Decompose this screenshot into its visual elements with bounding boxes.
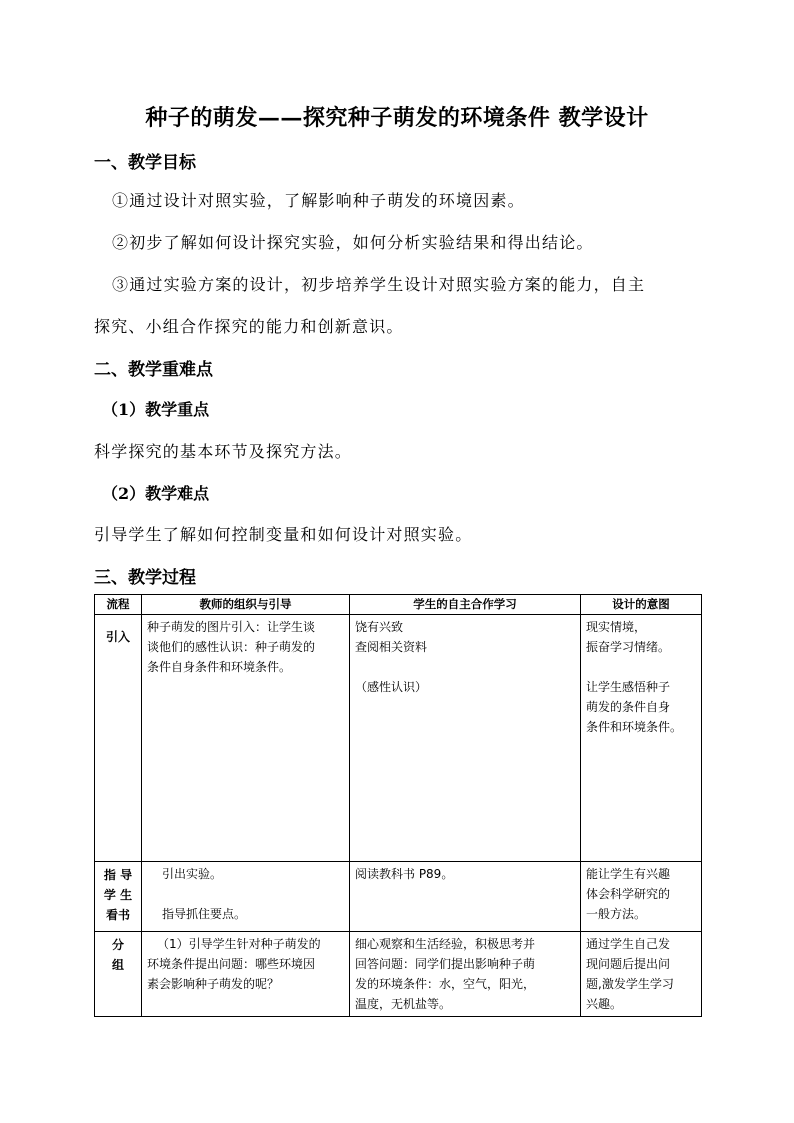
student-line: 细心观察和生活经验，积极思考并 bbox=[355, 937, 536, 951]
intent-line: 体会科学研究的 bbox=[586, 887, 671, 901]
teacher-line: 谈他们的感性认识：种子萌发的 bbox=[147, 640, 316, 654]
section-heading-process: 三、教学过程 bbox=[94, 568, 196, 588]
student-line: 查阅相关资料 bbox=[355, 640, 428, 654]
header-flow: 流程 bbox=[95, 595, 142, 615]
intent-line: 一般方法。 bbox=[586, 907, 647, 921]
section-heading-key-points: 二、教学重难点 bbox=[94, 360, 213, 380]
intent-line: 兴趣。 bbox=[586, 997, 623, 1011]
student-line: 饶有兴致 bbox=[355, 620, 404, 634]
flow-cell bbox=[95, 932, 142, 1017]
flow-label: 引入 bbox=[105, 630, 130, 644]
student-cell bbox=[350, 932, 581, 1017]
flow-cell bbox=[95, 615, 142, 862]
table-row bbox=[95, 862, 702, 932]
flow-label: 看书 bbox=[105, 908, 130, 922]
intent-line: 条件和环境条件。 bbox=[586, 720, 683, 734]
intent-line: 能让学生有兴趣 bbox=[586, 867, 671, 881]
difficulty-text: 引导学生了解如何控制变量和如何设计对照实验。 bbox=[94, 525, 473, 544]
objective-3: ③通过实验方案的设计，初步培养学生设计对照实验方案的能力，自主 bbox=[112, 275, 646, 294]
intent-cell bbox=[581, 615, 702, 862]
intent-cell bbox=[581, 932, 702, 1017]
header-intent: 设计的意图 bbox=[581, 595, 702, 615]
subheading-difficulty: （2）教学难点 bbox=[102, 484, 210, 503]
table-header-row bbox=[95, 595, 702, 615]
flow-cell bbox=[95, 862, 142, 932]
teacher-cell bbox=[142, 862, 350, 932]
key-point-text: 科学探究的基本环节及探究方法。 bbox=[94, 442, 353, 461]
subheading-key-point: （1）教学重点 bbox=[102, 400, 210, 419]
intent-line: 让学生感悟种子 bbox=[586, 680, 671, 694]
student-cell bbox=[350, 615, 581, 862]
teacher-line: （1）引导学生针对种子萌发的 bbox=[157, 937, 321, 951]
header-teacher: 教师的组织与引导 bbox=[142, 595, 350, 615]
flow-label: 学 生 bbox=[103, 888, 133, 902]
objective-1: ①通过设计对照实验，了解影响种子萌发的环境因素。 bbox=[112, 191, 525, 210]
flow-label: 组 bbox=[111, 958, 124, 972]
teacher-line: 引出实验。 bbox=[162, 867, 223, 881]
objective-2: ②初步了解如何设计探究实验，如何分析实验结果和得出结论。 bbox=[112, 233, 594, 252]
intent-line: 通过学生自己发 bbox=[586, 937, 671, 951]
teacher-line: 种子萌发的图片引入：让学生谈 bbox=[147, 620, 316, 634]
student-line: 回答问题：同学们提出影响种子萌 bbox=[355, 957, 536, 971]
student-cell bbox=[350, 862, 581, 932]
intent-line: 振奋学习情绪。 bbox=[586, 640, 671, 654]
teacher-cell bbox=[142, 615, 350, 862]
intent-line: 现问题后提出问 bbox=[586, 957, 671, 971]
document-title: 种子的萌发——探究种子萌发的环境条件 教学设计 bbox=[145, 105, 649, 131]
student-line: 温度，无机盐等。 bbox=[355, 997, 452, 1011]
teacher-line: 素会影响种子萌发的呢？ bbox=[147, 977, 280, 991]
student-line: 发的环境条件：水，空气，阳光， bbox=[355, 977, 536, 991]
teacher-line: 环境条件提出问题：哪些环境因 bbox=[147, 957, 316, 971]
teacher-cell bbox=[142, 932, 350, 1017]
objective-3-continued: 探究、小组合作探究的能力和创新意识。 bbox=[94, 317, 404, 336]
intent-line: 题,激发学生学习 bbox=[586, 977, 674, 991]
intent-line: 现实情境， bbox=[586, 620, 647, 634]
teacher-line: 指导抓住要点。 bbox=[162, 907, 247, 921]
intent-line: 萌发的条件自身 bbox=[586, 700, 671, 714]
teacher-line: 条件自身条件和环境条件。 bbox=[147, 660, 292, 674]
flow-label: 分 bbox=[111, 938, 124, 952]
student-line: （感性认识） bbox=[355, 680, 428, 694]
student-line: 阅读教科书 P89。 bbox=[355, 867, 454, 881]
header-student: 学生的自主合作学习 bbox=[350, 595, 581, 615]
table-row bbox=[95, 932, 702, 1017]
section-heading-objectives: 一、教学目标 bbox=[94, 153, 196, 173]
flow-label: 指 导 bbox=[103, 868, 133, 882]
table-row bbox=[95, 615, 702, 862]
teaching-process-table bbox=[94, 594, 702, 1017]
intent-cell bbox=[581, 862, 702, 932]
